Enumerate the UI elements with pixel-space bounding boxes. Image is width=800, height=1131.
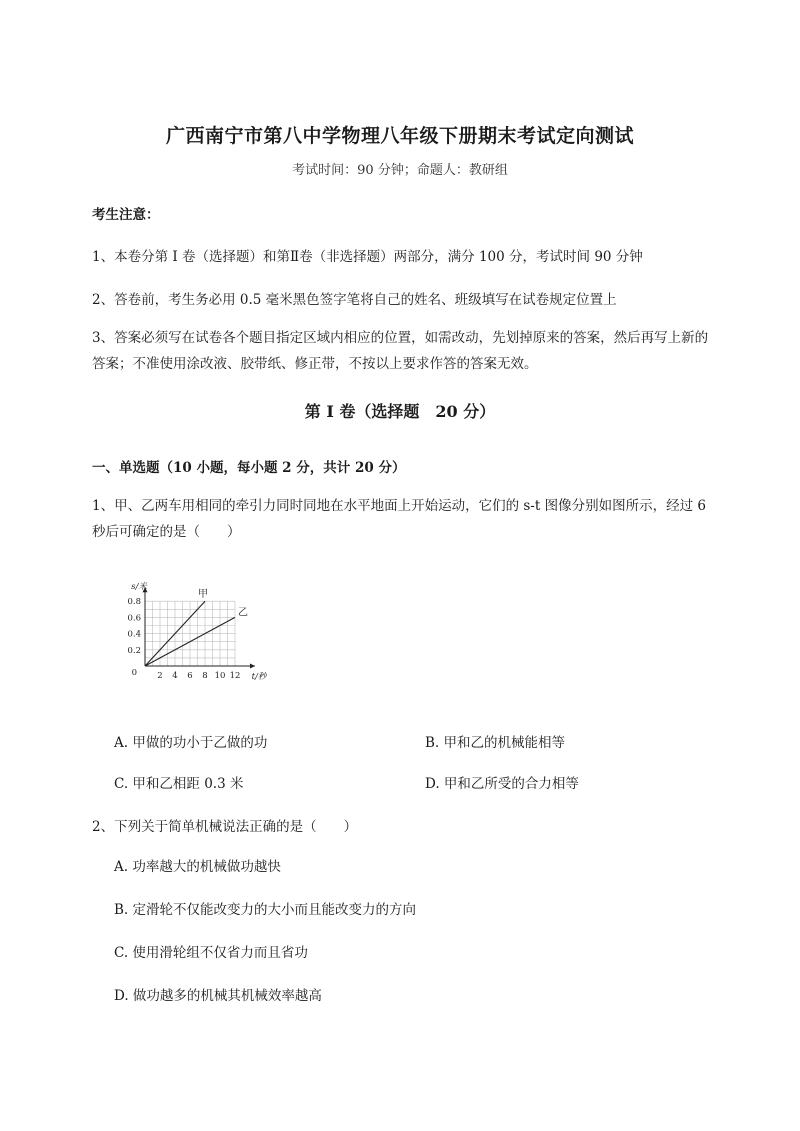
- q1-option-b[interactable]: B. 甲和乙的机械能相等: [425, 735, 566, 751]
- origin-label: 0: [131, 668, 137, 678]
- notice-heading: 考生注意：: [92, 207, 160, 223]
- question-1-stem: 1、甲、乙两车用相同的牵引力同时同地在水平地面上开始运动，它们的 s-t 图像分别如图所示，经过 6 秒后可确定的是（ ）: [92, 498, 706, 540]
- x-tick-label: 10: [214, 671, 226, 681]
- exam-info: 考试时间：90 分钟；命题人：教研组: [292, 163, 508, 178]
- q2-option-a[interactable]: A. 功率越大的机械做功越快: [114, 859, 281, 875]
- q1-option-c[interactable]: C. 甲和乙相距 0.3 米: [114, 776, 244, 792]
- notice-item-2: 2、答卷前，考生务必用 0.5 毫米黑色签字笔将自己的姓名、班级填写在试卷规定位置上: [92, 292, 617, 308]
- x-tick-label: 6: [187, 671, 193, 681]
- q2-option-d[interactable]: D. 做功越多的机械其机械效率越高: [114, 988, 322, 1004]
- series-label-1: 甲: [198, 589, 208, 601]
- q2-option-b[interactable]: B. 定滑轮不仅能改变力的大小而且能改变力的方向: [114, 902, 417, 918]
- part-heading: 一、单选题（10 小题，每小题 2 分，共计 20 分）: [92, 460, 406, 476]
- x-axis-arrow: [250, 664, 255, 669]
- page-title: 广西南宁市第八中学物理八年级下册期末考试定向测试: [165, 125, 634, 147]
- st-graph: [112, 570, 272, 690]
- q2-option-c[interactable]: C. 使用滑轮组不仅省力而且省功: [114, 945, 308, 961]
- series-label-2: 乙: [238, 607, 248, 619]
- y-axis-label: s/米: [131, 582, 147, 593]
- notice-item-3: 3、答案必须写在试卷各个题目指定区域内相应的位置，如需改动，先划掉原来的答案，然后再写上新的答案；不准使用涂改液、胶带纸、修正带，不按以上要求作答的答案无效。: [92, 330, 709, 372]
- question-2-stem: 2、下列关于简单机械说法正确的是（ ）: [92, 819, 358, 835]
- q1-option-a[interactable]: A. 甲做的功小于乙做的功: [114, 735, 268, 751]
- y-tick-label: 0.2: [127, 645, 141, 656]
- y-tick-label: 0.8: [127, 597, 141, 608]
- notice-item-1: 1、本卷分第 I 卷（选择题）和第Ⅱ卷（非选择题）两部分，满分 100 分，考试时间 90 分钟: [92, 249, 643, 265]
- x-tick-label: 4: [172, 671, 178, 681]
- x-tick-label: 8: [202, 671, 208, 681]
- y-tick-label: 0.6: [127, 613, 141, 624]
- section-title: 第 I 卷（选择题 20 分）: [304, 402, 496, 421]
- x-tick-label: 2: [157, 671, 163, 681]
- x-axis-label: t/秒: [251, 672, 267, 682]
- y-tick-label: 0.4: [127, 629, 141, 640]
- q1-option-d[interactable]: D. 甲和乙所受的合力相等: [425, 776, 579, 792]
- x-tick-label: 12: [229, 671, 241, 681]
